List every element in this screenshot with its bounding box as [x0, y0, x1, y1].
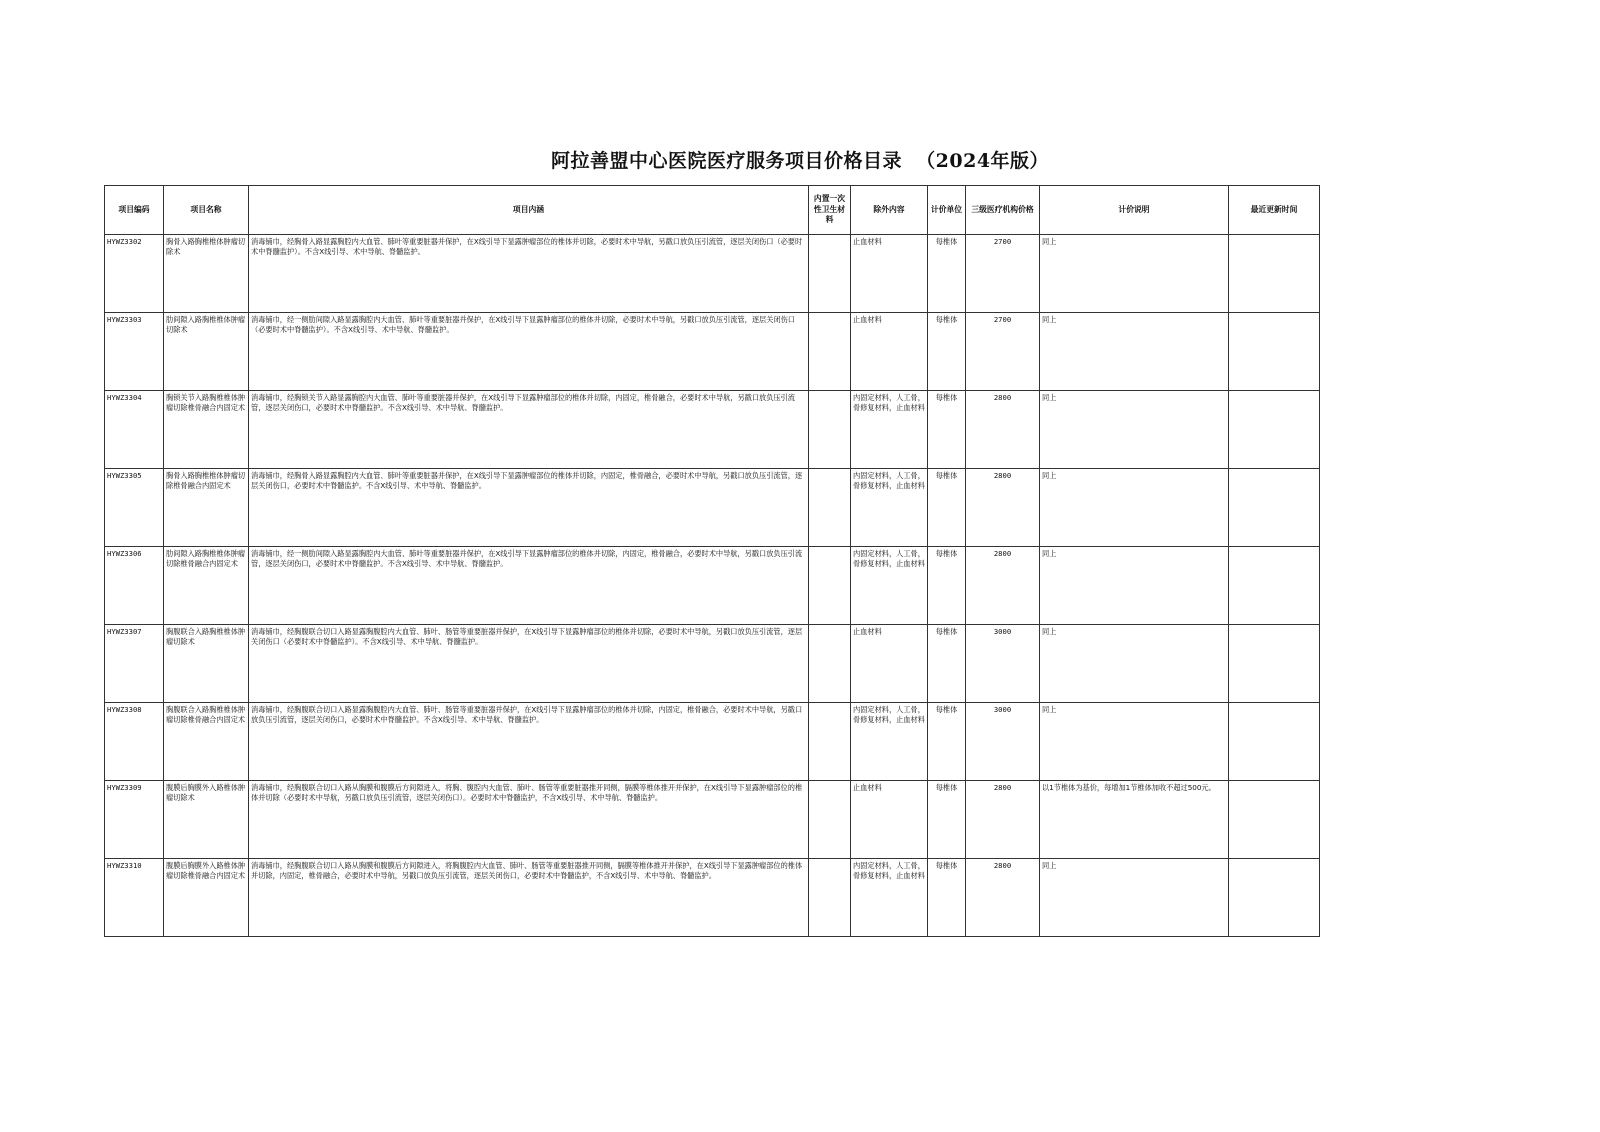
cell-price: 2800 [966, 547, 1040, 625]
cell-unit: 每椎体 [928, 703, 966, 781]
cell-content: 消毒铺巾，经胸腹联合切口入路显露胸腹腔内大血管、肺叶、肠管等重要脏器并保护，在X线引导下显露肿瘤部位的椎体并切除，必要时术中导航，另戳口放负压引流管，逐层关闭伤口（必要时术中脊髓监护）。不含X线引导、术中导航、脊髓监护。 [249, 625, 809, 703]
cell-unit: 每椎体 [928, 781, 966, 859]
table-row [105, 781, 1320, 859]
cell-updated [1229, 547, 1320, 625]
header-excluded-content: 除外内容 [851, 186, 928, 235]
cell-included [809, 469, 851, 547]
header-pricing-note: 计价说明 [1040, 186, 1229, 235]
cell-name: 肋间隙入路胸椎椎体肿瘤切除术 [164, 313, 249, 391]
cell-code: HYWZ3309 [105, 781, 164, 859]
cell-code: HYWZ3305 [105, 469, 164, 547]
cell-updated [1229, 313, 1320, 391]
table-row [105, 391, 1320, 469]
cell-price: 3000 [966, 703, 1040, 781]
header-name: 项目名称 [164, 186, 249, 235]
table-row [105, 703, 1320, 781]
cell-excluded: 止血材料 [851, 313, 928, 391]
cell-included [809, 547, 851, 625]
cell-included [809, 391, 851, 469]
cell-excluded: 止血材料 [851, 625, 928, 703]
cell-code: HYWZ3302 [105, 235, 164, 313]
cell-updated [1229, 625, 1320, 703]
cell-note: 同上 [1040, 391, 1229, 469]
cell-price: 2800 [966, 391, 1040, 469]
cell-excluded: 内固定材料，人工骨，骨修复材料，止血材料 [851, 703, 928, 781]
cell-unit: 每椎体 [928, 313, 966, 391]
cell-price: 2800 [966, 781, 1040, 859]
cell-name: 胸腹联合入路胸椎椎体肿瘤切除术 [164, 625, 249, 703]
cell-content: 消毒铺巾，经一侧肋间隙入路显露胸腔内大血管、肺叶等重要脏器并保护，在X线引导下显露肿瘤部位的椎体并切除，必要时术中导航，另戳口放负压引流管，逐层关闭伤口（必要时术中脊髓监护）。不含X线引导、术中导航、脊髓监护。 [249, 313, 809, 391]
cell-code: HYWZ3308 [105, 703, 164, 781]
cell-updated [1229, 469, 1320, 547]
cell-code: HYWZ3307 [105, 625, 164, 703]
table-header-row [105, 186, 1320, 235]
cell-code: HYWZ3306 [105, 547, 164, 625]
cell-code: HYWZ3303 [105, 313, 164, 391]
table-row [105, 469, 1320, 547]
cell-included [809, 625, 851, 703]
cell-content: 消毒铺巾，经胸腹联合切口入路显露胸腹腔内大血管、肺叶、肠管等重要脏器并保护，在X线引导下显露肿瘤部位的椎体并切除，内固定，椎骨融合，必要时术中导航，另戳口放负压引流管，逐层关闭伤口，必要时术中脊髓监护。不含X线引导、术中导航、脊髓监护。 [249, 703, 809, 781]
cell-note: 同上 [1040, 235, 1229, 313]
table-row [105, 859, 1320, 937]
cell-note: 同上 [1040, 547, 1229, 625]
cell-note: 以1节椎体为基价，每增加1节椎体加收不超过500元。 [1040, 781, 1229, 859]
cell-price: 2700 [966, 313, 1040, 391]
cell-excluded: 止血材料 [851, 781, 928, 859]
cell-unit: 每椎体 [928, 859, 966, 937]
cell-excluded: 内固定材料，人工骨，骨修复材料，止血材料 [851, 469, 928, 547]
table-row [105, 625, 1320, 703]
cell-unit: 每椎体 [928, 391, 966, 469]
cell-updated [1229, 781, 1320, 859]
header-code: 项目编码 [105, 186, 164, 235]
price-catalog-table [104, 185, 1320, 937]
cell-note: 同上 [1040, 859, 1229, 937]
cell-excluded: 止血材料 [851, 235, 928, 313]
cell-note: 同上 [1040, 703, 1229, 781]
cell-name: 胸腹联合入路胸椎椎体肿瘤切除椎骨融合内固定术 [164, 703, 249, 781]
cell-unit: 每椎体 [928, 235, 966, 313]
header-unit: 计价单位 [928, 186, 966, 235]
cell-price: 2800 [966, 469, 1040, 547]
cell-note: 同上 [1040, 313, 1229, 391]
cell-updated [1229, 235, 1320, 313]
page-title: 阿拉善盟中心医院医疗服务项目价格目录 （2024年版） [550, 150, 1050, 172]
header-included-materials: 内置一次性卫生材料 [809, 186, 851, 235]
cell-excluded: 内固定材料，人工骨，骨修复材料，止血材料 [851, 547, 928, 625]
cell-price: 2700 [966, 235, 1040, 313]
cell-note: 同上 [1040, 625, 1229, 703]
cell-content: 消毒铺巾，经胸腹联合切口入路从胸膜和腹膜后方间隙进入，将胸腹腔内大血管、肺叶、肠管等重要脏器推开同侧，膈膜等椎体推开并保护，在X线引导下显露肿瘤部位的椎体并切除，内固定，椎骨融合，必要时术中导航，另戳口放负压引流管，逐层关闭伤口，必要时术中脊髓监护，不含X线引导、术中导航、脊髓监护。 [249, 859, 809, 937]
cell-unit: 每椎体 [928, 469, 966, 547]
cell-code: HYWZ3310 [105, 859, 164, 937]
cell-content: 消毒铺巾，经一侧肋间隙入路显露胸腔内大血管、肺叶等重要脏器并保护，在X线引导下显露肿瘤部位的椎体并切除，内固定，椎骨融合，必要时术中导航，另戳口放负压引流管，逐层关闭伤口，必要时术中脊髓监护。不含X线引导、术中导航、脊髓监护。 [249, 547, 809, 625]
cell-name: 腹膜后胸膜外入路椎体肿瘤切除术 [164, 781, 249, 859]
cell-name: 肋间隙入路胸椎椎体肿瘤切除椎骨融合内固定术 [164, 547, 249, 625]
cell-updated [1229, 391, 1320, 469]
cell-note: 同上 [1040, 469, 1229, 547]
cell-price: 3000 [966, 625, 1040, 703]
cell-included [809, 703, 851, 781]
cell-included [809, 781, 851, 859]
table-row [105, 235, 1320, 313]
cell-included [809, 859, 851, 937]
cell-name: 胸骨入路胸椎椎体肿瘤切除术 [164, 235, 249, 313]
cell-price: 2800 [966, 859, 1040, 937]
cell-included [809, 313, 851, 391]
table-row [105, 313, 1320, 391]
header-price: 三级医疗机构价格 [966, 186, 1040, 235]
cell-updated [1229, 859, 1320, 937]
cell-code: HYWZ3304 [105, 391, 164, 469]
cell-name: 胸锁关节入路胸椎椎体肿瘤切除椎骨融合内固定术 [164, 391, 249, 469]
cell-content: 消毒铺巾，经胸锁关节入路显露胸腔内大血管、肺叶等重要脏器并保护，在X线引导下显露肿瘤部位的椎体并切除，内固定，椎骨融合，必要时术中导航，另戳口放负压引流管，逐层关闭伤口，必要时术中脊髓监护。不含X线引导、术中导航、脊髓监护。 [249, 391, 809, 469]
cell-included [809, 235, 851, 313]
table-row [105, 547, 1320, 625]
cell-unit: 每椎体 [928, 625, 966, 703]
cell-name: 胸骨入路胸椎椎体肿瘤切除椎骨融合内固定术 [164, 469, 249, 547]
cell-updated [1229, 703, 1320, 781]
cell-content: 消毒铺巾，经胸骨入路显露胸腔内大血管、肺叶等重要脏器并保护，在X线引导下显露肿瘤部位的椎体并切除，必要时术中导航，另戳口放负压引流管，逐层关闭伤口（必要时术中脊髓监护）。不含X线引导、术中导航、脊髓监护。 [249, 235, 809, 313]
cell-unit: 每椎体 [928, 547, 966, 625]
cell-content: 消毒铺巾，经胸腹联合切口入路从胸膜和腹膜后方间隙进入，将胸、腹腔内大血管、肺叶、肠管等重要脏器推开同侧，膈膜等椎体推开并保护，在X线引导下显露肿瘤部位的椎体并切除（必要时术中导航，另戳口放负压引流管，逐层关闭伤口）。必要时术中脊髓监护，不含X线引导、术中导航、脊髓监护。 [249, 781, 809, 859]
header-updated: 最近更新时间 [1229, 186, 1320, 235]
cell-excluded: 内固定材料，人工骨，骨修复材料，止血材料 [851, 391, 928, 469]
header-content: 项目内涵 [249, 186, 809, 235]
cell-name: 腹膜后胸膜外入路椎体肿瘤切除椎骨融合内固定术 [164, 859, 249, 937]
cell-excluded: 内固定材料，人工骨，骨修复材料，止血材料 [851, 859, 928, 937]
cell-content: 消毒铺巾，经胸骨入路显露胸腔内大血管、肺叶等重要脏器并保护，在X线引导下显露肿瘤部位的椎体并切除，内固定，椎骨融合，必要时术中导航，另戳口放负压引流管，逐层关闭伤口，必要时术中脊髓监护。不含X线引导、术中导航、脊髓监护。 [249, 469, 809, 547]
